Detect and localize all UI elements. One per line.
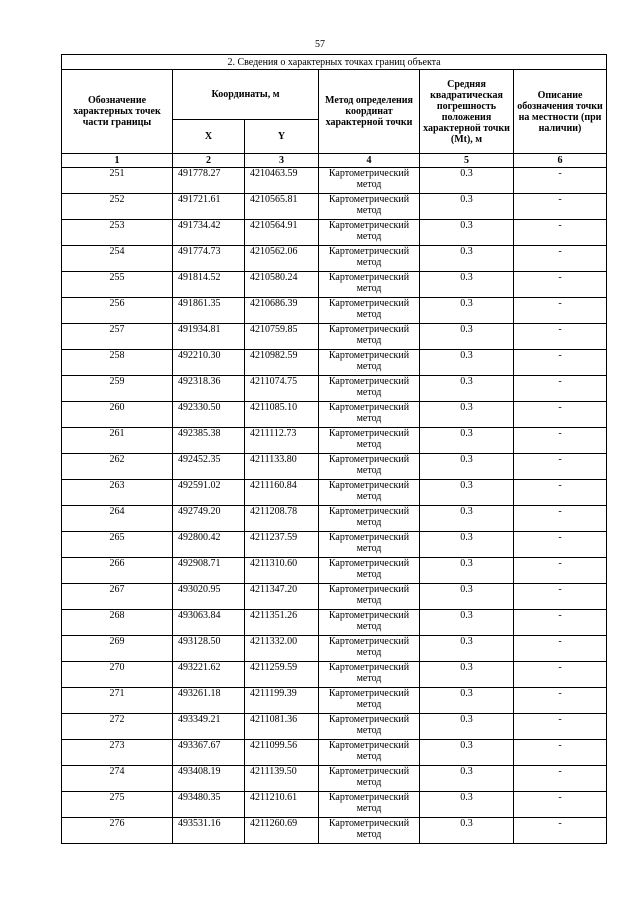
table-row	[62, 246, 607, 272]
table-row	[62, 532, 607, 558]
cell-point: 257	[62, 324, 173, 350]
cell-description: -	[514, 324, 607, 350]
cell-y: 4210562.06	[245, 246, 319, 272]
cell-y: 4211259.59	[245, 662, 319, 688]
cell-method: Картометрический метод	[319, 272, 420, 298]
cell-error: 0.3	[420, 220, 514, 246]
table-row	[62, 402, 607, 428]
table-row	[62, 558, 607, 584]
cell-y: 4211081.36	[245, 714, 319, 740]
table-row	[62, 636, 607, 662]
cell-description: -	[514, 740, 607, 766]
page-number: 57	[315, 39, 325, 50]
cell-point: 262	[62, 454, 173, 480]
cell-error: 0.3	[420, 324, 514, 350]
cell-x: 492318.36	[173, 376, 245, 402]
column-number-5: 5	[420, 154, 514, 168]
cell-method: Картометрический метод	[319, 246, 420, 272]
cell-x: 491934.81	[173, 324, 245, 350]
header-x: X	[173, 120, 245, 154]
cell-error: 0.3	[420, 350, 514, 376]
boundary-points-table	[61, 54, 607, 844]
cell-y: 4210565.81	[245, 194, 319, 220]
cell-x: 492591.02	[173, 480, 245, 506]
cell-x: 493531.16	[173, 818, 245, 844]
cell-y: 4211133.80	[245, 454, 319, 480]
table-row	[62, 480, 607, 506]
cell-y: 4211099.56	[245, 740, 319, 766]
table-row	[62, 324, 607, 350]
column-number-6: 6	[514, 154, 607, 168]
cell-point: 265	[62, 532, 173, 558]
cell-point: 252	[62, 194, 173, 220]
cell-point: 253	[62, 220, 173, 246]
cell-error: 0.3	[420, 168, 514, 194]
cell-y: 4211210.61	[245, 792, 319, 818]
cell-method: Картометрический метод	[319, 792, 420, 818]
cell-y: 4211199.39	[245, 688, 319, 714]
cell-x: 493261.18	[173, 688, 245, 714]
cell-method: Картометрический метод	[319, 480, 420, 506]
cell-description: -	[514, 428, 607, 454]
cell-method: Картометрический метод	[319, 662, 420, 688]
cell-error: 0.3	[420, 610, 514, 636]
cell-y: 4210463.59	[245, 168, 319, 194]
cell-method: Картометрический метод	[319, 818, 420, 844]
cell-error: 0.3	[420, 298, 514, 324]
cell-point: 254	[62, 246, 173, 272]
cell-y: 4211074.75	[245, 376, 319, 402]
cell-x: 492800.42	[173, 532, 245, 558]
cell-description: -	[514, 688, 607, 714]
cell-y: 4211332.00	[245, 636, 319, 662]
table-row	[62, 662, 607, 688]
cell-description: -	[514, 714, 607, 740]
cell-x: 493408.19	[173, 766, 245, 792]
cell-description: -	[514, 402, 607, 428]
cell-x: 491778.27	[173, 168, 245, 194]
cell-error: 0.3	[420, 662, 514, 688]
cell-x: 493480.35	[173, 792, 245, 818]
cell-error: 0.3	[420, 272, 514, 298]
header-method: Метод определения координат характерной точки	[319, 70, 420, 154]
cell-point: 271	[62, 688, 173, 714]
cell-point: 261	[62, 428, 173, 454]
column-number-3: 3	[245, 154, 319, 168]
cell-x: 493020.95	[173, 584, 245, 610]
cell-error: 0.3	[420, 194, 514, 220]
cell-point: 267	[62, 584, 173, 610]
table-row	[62, 766, 607, 792]
cell-method: Картометрический метод	[319, 740, 420, 766]
table-row	[62, 792, 607, 818]
cell-point: 258	[62, 350, 173, 376]
table-row	[62, 740, 607, 766]
table-row	[62, 298, 607, 324]
column-number-4: 4	[319, 154, 420, 168]
table-row	[62, 376, 607, 402]
cell-description: -	[514, 246, 607, 272]
column-number-2: 2	[173, 154, 245, 168]
cell-x: 491734.42	[173, 220, 245, 246]
cell-method: Картометрический метод	[319, 428, 420, 454]
cell-y: 4211160.84	[245, 480, 319, 506]
cell-error: 0.3	[420, 506, 514, 532]
cell-error: 0.3	[420, 558, 514, 584]
cell-x: 492210.30	[173, 350, 245, 376]
table-row	[62, 194, 607, 220]
cell-point: 259	[62, 376, 173, 402]
cell-error: 0.3	[420, 428, 514, 454]
table-row	[62, 220, 607, 246]
table-row	[62, 506, 607, 532]
cell-y: 4211112.73	[245, 428, 319, 454]
table-row	[62, 428, 607, 454]
cell-error: 0.3	[420, 636, 514, 662]
table-row	[62, 610, 607, 636]
cell-x: 492385.38	[173, 428, 245, 454]
cell-description: -	[514, 480, 607, 506]
cell-y: 4210982.59	[245, 350, 319, 376]
cell-point: 269	[62, 636, 173, 662]
cell-y: 4210580.24	[245, 272, 319, 298]
cell-description: -	[514, 168, 607, 194]
cell-description: -	[514, 610, 607, 636]
cell-description: -	[514, 636, 607, 662]
header-coords: Координаты, м	[173, 70, 319, 120]
table-row	[62, 350, 607, 376]
cell-method: Картометрический метод	[319, 714, 420, 740]
cell-error: 0.3	[420, 766, 514, 792]
cell-description: -	[514, 298, 607, 324]
cell-x: 492908.71	[173, 558, 245, 584]
cell-point: 272	[62, 714, 173, 740]
cell-y: 4210686.39	[245, 298, 319, 324]
cell-method: Картометрический метод	[319, 402, 420, 428]
column-number-1: 1	[62, 154, 173, 168]
cell-method: Картометрический метод	[319, 766, 420, 792]
cell-y: 4211260.69	[245, 818, 319, 844]
cell-method: Картометрический метод	[319, 376, 420, 402]
cell-point: 275	[62, 792, 173, 818]
cell-point: 260	[62, 402, 173, 428]
table-row	[62, 454, 607, 480]
cell-x: 491814.52	[173, 272, 245, 298]
table-row	[62, 688, 607, 714]
cell-method: Картометрический метод	[319, 584, 420, 610]
cell-description: -	[514, 454, 607, 480]
table-body	[62, 168, 607, 844]
cell-point: 251	[62, 168, 173, 194]
cell-error: 0.3	[420, 246, 514, 272]
cell-point: 266	[62, 558, 173, 584]
cell-method: Картометрический метод	[319, 454, 420, 480]
cell-point: 263	[62, 480, 173, 506]
cell-y: 4211310.60	[245, 558, 319, 584]
cell-description: -	[514, 766, 607, 792]
table-row	[62, 584, 607, 610]
table-row	[62, 272, 607, 298]
cell-description: -	[514, 220, 607, 246]
cell-x: 492452.35	[173, 454, 245, 480]
cell-error: 0.3	[420, 402, 514, 428]
cell-description: -	[514, 350, 607, 376]
cell-x: 491861.35	[173, 298, 245, 324]
cell-point: 256	[62, 298, 173, 324]
cell-point: 264	[62, 506, 173, 532]
cell-method: Картометрический метод	[319, 636, 420, 662]
cell-y: 4210759.85	[245, 324, 319, 350]
cell-method: Картометрический метод	[319, 194, 420, 220]
header-point: Обозначение характерных точек части границы	[62, 70, 173, 154]
cell-x: 492749.20	[173, 506, 245, 532]
cell-error: 0.3	[420, 376, 514, 402]
cell-error: 0.3	[420, 532, 514, 558]
cell-description: -	[514, 532, 607, 558]
cell-point: 255	[62, 272, 173, 298]
cell-x: 491721.61	[173, 194, 245, 220]
cell-point: 274	[62, 766, 173, 792]
cell-x: 493221.62	[173, 662, 245, 688]
cell-description: -	[514, 376, 607, 402]
cell-description: -	[514, 584, 607, 610]
cell-error: 0.3	[420, 454, 514, 480]
cell-y: 4211351.26	[245, 610, 319, 636]
cell-method: Картометрический метод	[319, 558, 420, 584]
cell-description: -	[514, 558, 607, 584]
cell-error: 0.3	[420, 688, 514, 714]
cell-x: 493063.84	[173, 610, 245, 636]
cell-point: 268	[62, 610, 173, 636]
cell-x: 492330.50	[173, 402, 245, 428]
table-row	[62, 714, 607, 740]
cell-x: 491774.73	[173, 246, 245, 272]
table-row	[62, 818, 607, 844]
cell-description: -	[514, 272, 607, 298]
cell-x: 493367.67	[173, 740, 245, 766]
cell-point: 276	[62, 818, 173, 844]
cell-error: 0.3	[420, 480, 514, 506]
cell-description: -	[514, 792, 607, 818]
header-y: Y	[245, 120, 319, 154]
cell-y: 4211085.10	[245, 402, 319, 428]
cell-method: Картометрический метод	[319, 688, 420, 714]
cell-point: 270	[62, 662, 173, 688]
cell-method: Картометрический метод	[319, 532, 420, 558]
cell-method: Картометрический метод	[319, 610, 420, 636]
table-row	[62, 168, 607, 194]
header-description: Описание обозначения точки на местности (при наличии)	[514, 70, 607, 154]
cell-method: Картометрический метод	[319, 298, 420, 324]
cell-x: 493128.50	[173, 636, 245, 662]
table-caption: 2. Сведения о характерных точках границ объекта	[62, 55, 607, 70]
cell-method: Картометрический метод	[319, 168, 420, 194]
cell-method: Картометрический метод	[319, 220, 420, 246]
cell-error: 0.3	[420, 792, 514, 818]
cell-error: 0.3	[420, 584, 514, 610]
cell-y: 4211347.20	[245, 584, 319, 610]
cell-y: 4210564.91	[245, 220, 319, 246]
header-error: Средняя квадратическая погрешность положения характерной точки (Mt), м	[420, 70, 514, 154]
cell-description: -	[514, 662, 607, 688]
cell-point: 273	[62, 740, 173, 766]
cell-description: -	[514, 194, 607, 220]
cell-description: -	[514, 818, 607, 844]
cell-error: 0.3	[420, 714, 514, 740]
cell-error: 0.3	[420, 818, 514, 844]
cell-description: -	[514, 506, 607, 532]
cell-y: 4211139.50	[245, 766, 319, 792]
cell-y: 4211208.78	[245, 506, 319, 532]
cell-method: Картометрический метод	[319, 350, 420, 376]
cell-method: Картометрический метод	[319, 506, 420, 532]
cell-error: 0.3	[420, 740, 514, 766]
cell-method: Картометрический метод	[319, 324, 420, 350]
cell-x: 493349.21	[173, 714, 245, 740]
cell-y: 4211237.59	[245, 532, 319, 558]
